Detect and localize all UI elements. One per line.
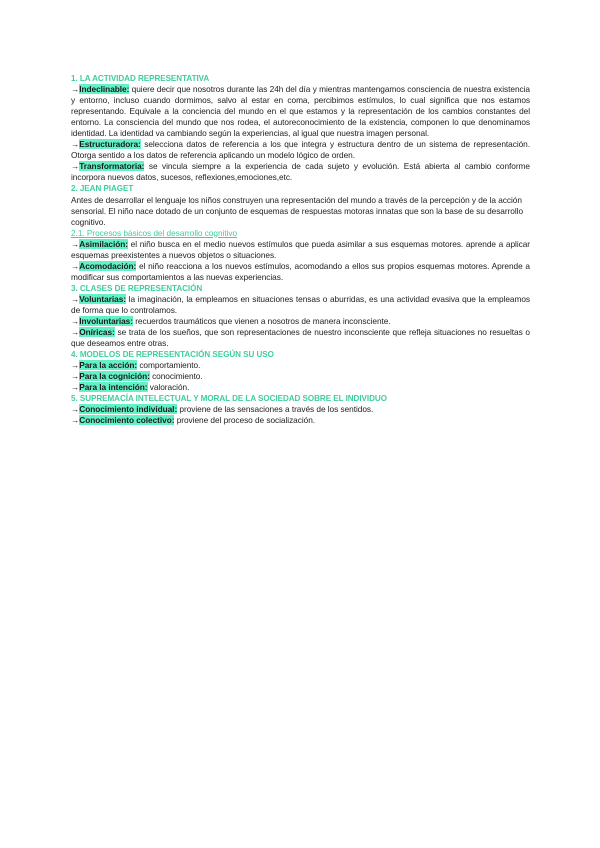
- item-text: recuerdos traumáticos que vienen a nosotros de manera inconsciente.: [132, 316, 391, 327]
- list-item: [71, 139, 530, 161]
- item-text: comportamiento.: [137, 360, 201, 371]
- highlighted-term: Estructuradora:: [79, 139, 141, 150]
- section-heading: 5. SUPREMACÍA INTELECTUAL Y MORAL DE LA SOCIEDAD SOBRE EL INDIVIDUO: [71, 394, 387, 404]
- arrow-icon: →: [71, 327, 80, 338]
- subsection-heading: 2.1. Procesos básicos del desarrollo cognitivo: [71, 227, 238, 238]
- arrow-icon: →: [71, 316, 80, 327]
- highlighted-term: Para la acción:: [79, 360, 138, 371]
- item-text: quiere decir que nosotros durante las 24h del día y mientras mantengamos consciencia de nuestra existencia y entorno, incluso cuando dormimos, salvo al estar en coma, percibimos estímulos, lo cual significa que nos estamos representando. Equivale a la conciencia del mundo en el que estamos y la representación de los cambios constantes del entorno. La consciencia del mundo que nos rodea, el autoreconocimiento de la existencia, componen lo que denominamos identidad. La identidad va cambiando según la experiencias, al igual que nuestra imagen personal.: [71, 84, 530, 139]
- list-item: [71, 261, 530, 283]
- item-text: la imaginación, la empleamos en situaciones tensas o aburridas, es una actividad evasiva que la empleamos de forma que lo controlamos.: [71, 293, 530, 315]
- section-heading: 2. JEAN PIAGET: [71, 184, 134, 194]
- highlighted-term: Involuntarias:: [79, 316, 133, 327]
- arrow-icon: →: [71, 293, 80, 304]
- highlighted-term: Transformatoria:: [79, 161, 145, 172]
- item-text: el niño reacciona a los nuevos estímulos, acomodando a ellos sus propios esquemas motores. Aprende a modificar sus comportamientos a las nuevas experiencias.: [71, 260, 530, 282]
- list-item: [71, 239, 530, 261]
- highlighted-term: Voluntarias:: [79, 293, 126, 304]
- list-item: [71, 371, 530, 382]
- arrow-icon: →: [71, 84, 80, 95]
- section-heading: 3. CLASES DE REPRESENTACIÓN: [71, 283, 203, 293]
- arrow-icon: →: [71, 382, 80, 393]
- list-item: [71, 327, 530, 349]
- list-item: [71, 161, 530, 183]
- arrow-icon: →: [71, 238, 80, 249]
- arrow-icon: →: [71, 371, 80, 382]
- highlighted-term: Para la cognición:: [79, 371, 150, 382]
- arrow-icon: →: [71, 139, 80, 150]
- list-item: [71, 294, 530, 316]
- item-text: proviene del proceso de socialización.: [174, 415, 316, 426]
- arrow-icon: →: [71, 360, 80, 371]
- list-item: [71, 404, 530, 415]
- section-heading: 1. LA ACTIVIDAD REPRESENTATIVA: [71, 74, 210, 83]
- list-item: [71, 360, 530, 371]
- section-intro: Antes de desarrollar el lenguaje los niños construyen una representación del mundo a través de la percepción y de la acción sensorial. El niño nace dotado de un conjunto de esquemas de respuestas motoras innatas que son la base de su desarrollo cognitivo.: [71, 194, 524, 227]
- list-item: [71, 316, 530, 327]
- arrow-icon: →: [71, 415, 80, 426]
- list-item: [71, 84, 530, 139]
- item-text: valoración.: [147, 382, 190, 393]
- item-text: se trata de los sueños, que son representaciones de nuestro inconsciente que refleja situaciones no resueltas o que deseamos entre otras.: [71, 327, 530, 349]
- item-text: selecciona datos de referencia a los que integra y estructura dentro de un sistema de representación. Otorga sentido a los datos de referencia aplicando un modelo lógico de orden.: [71, 139, 530, 161]
- highlighted-term: Oníricas:: [79, 327, 115, 338]
- section-heading: 4. MODELOS DE REPRESENTACIÓN SEGÚN SU USO: [71, 350, 274, 360]
- list-item: [71, 415, 530, 426]
- item-text: conocimiento.: [149, 371, 203, 382]
- arrow-icon: →: [71, 161, 80, 172]
- item-text: se vincula siempre a la experiencia de cada sujeto y evolución. Está abierta al cambio conforme incorpora nuevos datos, sucesos, reflexiones,emociones,etc.: [71, 161, 530, 183]
- highlighted-term: Para la intención:: [79, 382, 148, 393]
- highlighted-term: Acomodación:: [79, 260, 137, 271]
- list-item: [71, 382, 530, 393]
- arrow-icon: →: [71, 260, 80, 271]
- item-text: el niño busca en el medio nuevos estímulos que pueda asimilar a sus esquemas motores. aprende a aplicar esquemas preexistentes a nuevos objetos o situaciones.: [71, 238, 530, 260]
- highlighted-term: Conocimiento colectivo:: [79, 415, 175, 426]
- highlighted-term: Asimilación:: [79, 238, 128, 249]
- highlighted-term: Indeclinable:: [79, 84, 130, 95]
- item-text: proviene de las sensaciones a través de los sentidos.: [177, 404, 374, 415]
- highlighted-term: Conocimiento individual:: [79, 404, 178, 415]
- arrow-icon: →: [71, 404, 80, 415]
